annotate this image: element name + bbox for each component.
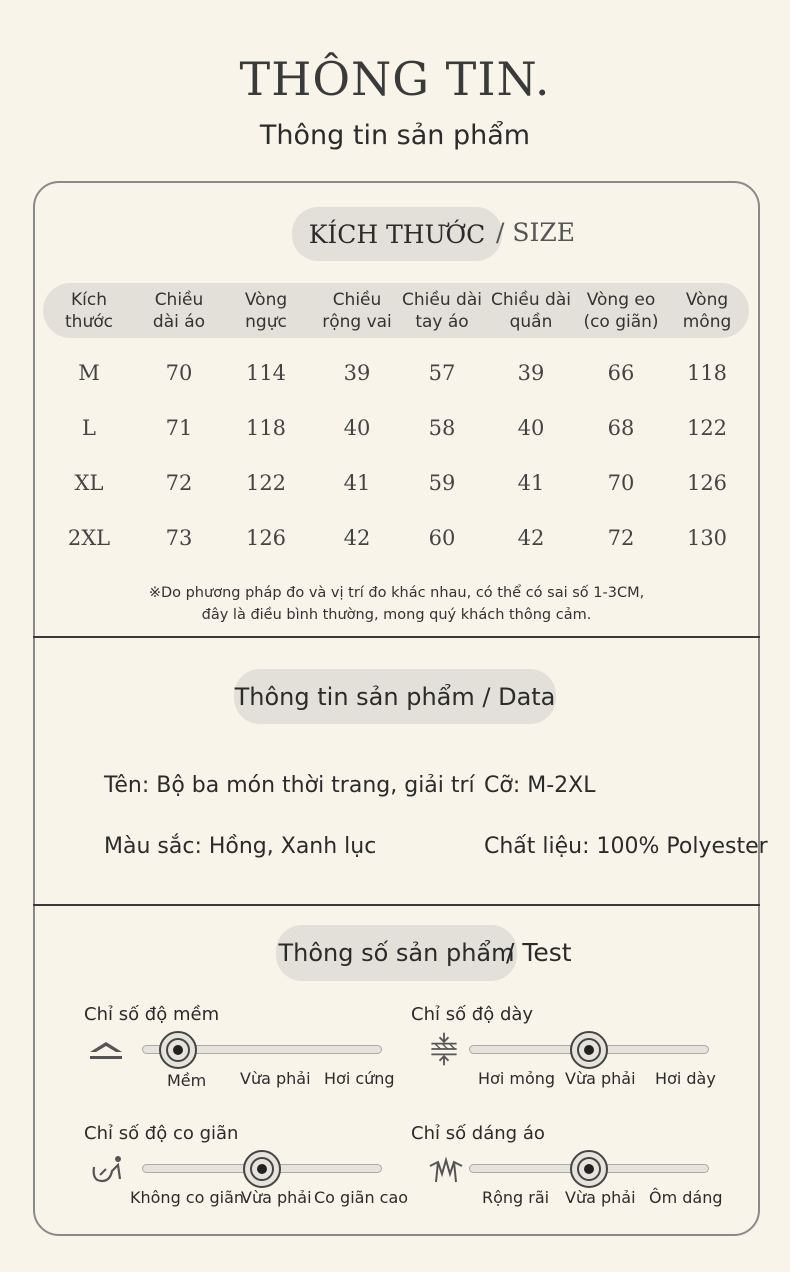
- column-header-line: dài áo: [152, 312, 206, 332]
- note-line-1: ※Do phương pháp đo và vị trí đo khác nhau, có thể có sai số 1-3CM,: [148, 585, 645, 601]
- size-value-cell: 66: [607, 361, 635, 385]
- size-value-cell: 40: [343, 416, 371, 440]
- softness-label-high: Hơi cứng: [324, 1069, 395, 1088]
- softness-label-low: Mềm: [167, 1071, 207, 1090]
- column-header-line: Vòng eo: [586, 290, 656, 310]
- column-header-line: rộng vai: [322, 312, 392, 332]
- size-value-cell: 39: [343, 361, 371, 385]
- column-header-line: ngực: [245, 312, 287, 332]
- size-value-cell: 57: [428, 361, 456, 385]
- size-value-cell: 70: [607, 471, 635, 495]
- size-value-cell: 73: [165, 526, 193, 550]
- softness-knob: [159, 1031, 197, 1069]
- size-value-cell: 59: [428, 471, 456, 495]
- stretch-label-low: Không co giãn: [130, 1188, 245, 1207]
- section-divider: [33, 904, 760, 906]
- size-value-cell: 60: [428, 526, 456, 550]
- page-subtitle: Thông tin sản phẩm: [259, 120, 531, 151]
- size-value-cell: 118: [245, 416, 287, 440]
- test-section-suffix: / Test: [506, 938, 572, 967]
- size-table-column-header: [41, 289, 137, 333]
- fit-knob: [570, 1150, 608, 1188]
- thickness-label-high: Hơi dày: [655, 1069, 716, 1088]
- size-value-cell: 130: [686, 526, 728, 550]
- product-material: Chất liệu: 100% Polyester: [484, 834, 768, 859]
- size-value-cell: 68: [607, 416, 635, 440]
- size-table-column-header: [309, 289, 405, 333]
- metric-title-softness: Chỉ số độ mềm: [84, 1004, 220, 1025]
- size-value-cell: 118: [686, 361, 728, 385]
- size-table-column-header: [659, 289, 755, 333]
- size-table-column-header: [394, 289, 490, 333]
- column-header-line: tay áo: [415, 312, 469, 332]
- section-divider: [33, 636, 760, 638]
- thickness-label-low: Hơi mỏng: [478, 1069, 556, 1088]
- size-label-cell: XL: [74, 471, 104, 495]
- metric-title-fit: Chỉ số dáng áo: [411, 1123, 545, 1144]
- softness-icon: [86, 1032, 126, 1068]
- size-table-column-header: [131, 289, 227, 333]
- size-table-column-header: [483, 289, 579, 333]
- size-value-cell: 58: [428, 416, 456, 440]
- size-value-cell: 72: [165, 471, 193, 495]
- measurement-note: [33, 582, 760, 626]
- size-table-column-header: [218, 289, 314, 333]
- metric-title-stretch: Chỉ số độ co giãn: [84, 1123, 239, 1144]
- column-header-line: Chiều dài: [491, 290, 571, 310]
- product-size: Cỡ: M-2XL: [484, 773, 596, 798]
- column-header-line: thước: [65, 312, 113, 332]
- thickness-icon: [424, 1031, 464, 1067]
- size-label-cell: L: [82, 416, 96, 440]
- stretch-knob: [243, 1150, 281, 1188]
- size-label-cell: 2XL: [67, 526, 111, 550]
- column-header-line: Chiều: [332, 290, 382, 310]
- size-value-cell: 40: [517, 416, 545, 440]
- size-section-suffix: / SIZE: [496, 218, 575, 247]
- column-header-line: Vòng: [244, 290, 288, 310]
- product-name: Tên: Bộ ba món thời trang, giải trí: [104, 773, 475, 798]
- thickness-knob: [570, 1031, 608, 1069]
- product-color: Màu sắc: Hồng, Xanh lục: [104, 834, 377, 859]
- size-value-cell: 41: [517, 471, 545, 495]
- size-value-cell: 126: [686, 471, 728, 495]
- column-header-line: (co giãn): [583, 312, 659, 332]
- thickness-label-mid: Vừa phải: [565, 1069, 636, 1088]
- page-title: THÔNG TIN.: [239, 52, 551, 106]
- size-value-cell: 39: [517, 361, 545, 385]
- size-value-cell: 70: [165, 361, 193, 385]
- stretch-label-mid: Vừa phải: [241, 1188, 312, 1207]
- column-header-line: mông: [682, 312, 732, 332]
- size-value-cell: 41: [343, 471, 371, 495]
- size-value-cell: 42: [343, 526, 371, 550]
- column-header-line: quần: [509, 312, 553, 332]
- column-header-line: Kích: [71, 290, 107, 310]
- size-value-cell: 72: [607, 526, 635, 550]
- size-value-cell: 122: [245, 471, 287, 495]
- size-value-cell: 122: [686, 416, 728, 440]
- size-label-cell: M: [78, 361, 100, 385]
- column-header-line: Chiều dài: [402, 290, 482, 310]
- stretch-icon: [88, 1153, 128, 1189]
- test-section-pill: Thông số sản phẩm: [276, 925, 517, 981]
- column-header-line: Chiều: [154, 290, 204, 310]
- metric-title-thickness: Chỉ số độ dày: [411, 1004, 534, 1025]
- size-table-column-header: [573, 289, 669, 333]
- fit-label-mid: Vừa phải: [565, 1188, 636, 1207]
- softness-label-mid: Vừa phải: [240, 1069, 311, 1088]
- size-value-cell: 42: [517, 526, 545, 550]
- size-value-cell: 71: [165, 416, 193, 440]
- size-section-pill: KÍCH THƯỚC: [292, 207, 502, 261]
- data-section-pill: Thông tin sản phẩm / Data: [234, 669, 556, 724]
- fit-icon: [426, 1152, 466, 1188]
- note-line-2: đây là điều bình thường, mong quý khách thông cảm.: [201, 607, 592, 623]
- fit-label-low: Rộng rãi: [482, 1188, 550, 1207]
- size-value-cell: 114: [245, 361, 287, 385]
- size-value-cell: 126: [245, 526, 287, 550]
- stretch-label-high: Co giãn cao: [314, 1188, 409, 1207]
- fit-label-high: Ôm dáng: [649, 1188, 723, 1207]
- column-header-line: Vòng: [685, 290, 729, 310]
